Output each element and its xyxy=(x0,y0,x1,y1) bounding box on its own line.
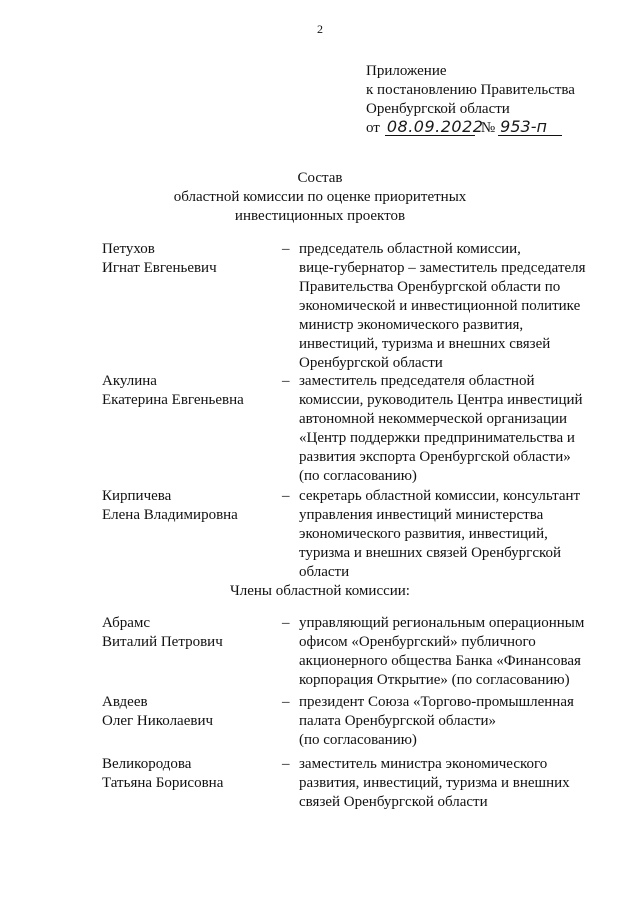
given-names: Олег Николаевич xyxy=(102,713,214,729)
dash: – xyxy=(282,615,290,631)
member-name xyxy=(102,487,282,525)
surname: Авдеев xyxy=(102,694,148,710)
dash: – xyxy=(282,488,290,504)
role-line: развития, инвестиций, туризма и внешних xyxy=(299,775,570,791)
role-line: развития экспорта Оренбургской области» xyxy=(299,449,571,465)
role-line: заместитель министра экономического xyxy=(299,756,548,772)
surname: Абрамс xyxy=(102,615,151,631)
member-role xyxy=(299,487,589,582)
role-line: «Центр поддержки предпринимательства и xyxy=(299,430,575,446)
role-line: (по согласованию) xyxy=(299,468,417,484)
surname: Великородова xyxy=(102,756,192,772)
dash: – xyxy=(282,373,290,389)
appendix-line: к постановлению Правительства xyxy=(366,82,575,98)
appendix-line: Приложение xyxy=(366,63,447,79)
surname: Петухов xyxy=(102,241,155,257)
appendix-line: Оренбургской области xyxy=(366,101,510,117)
title-line: областной комиссии по оценке приоритетных xyxy=(173,189,467,205)
appendix-block xyxy=(366,62,575,138)
surname: Кирпичева xyxy=(102,488,172,504)
member-name xyxy=(102,693,282,731)
role-line: офисом «Оренбургский» публичного xyxy=(299,634,536,650)
surname: Акулина xyxy=(102,373,157,389)
handwritten-number: 953-п xyxy=(498,119,562,136)
member-role xyxy=(299,240,589,373)
role-line: комиссии, руководитель Центра инвестиций xyxy=(299,392,583,408)
role-line: министр экономического развития, xyxy=(299,317,524,333)
title-line: Состав xyxy=(297,170,343,186)
given-names: Игнат Евгеньевич xyxy=(102,260,217,276)
role-line: области xyxy=(299,564,350,580)
given-names: Виталий Петрович xyxy=(102,634,223,650)
given-names: Елена Владимировна xyxy=(102,507,238,523)
dash: – xyxy=(282,756,290,772)
handwritten-date: 08.09.2022 xyxy=(386,117,484,136)
role-line: инвестиций, туризма и внешних связей xyxy=(299,336,551,352)
appendix-date-line xyxy=(366,119,575,138)
role-line: заместитель председателя областной xyxy=(299,373,535,389)
members-heading: Члены областной комиссии: xyxy=(230,583,410,599)
member-name xyxy=(102,240,282,278)
member-name xyxy=(102,614,282,652)
role-line: акционерного общества Банка «Финансовая xyxy=(299,653,581,669)
role-line: экономической и инвестиционной политике xyxy=(299,298,581,314)
given-names: Татьяна Борисовна xyxy=(102,775,224,791)
number-label: № xyxy=(480,120,496,136)
role-line: туризма и внешних связей Оренбургской xyxy=(299,545,562,561)
role-line: связей Оренбургской области xyxy=(299,794,488,810)
dash: – xyxy=(282,241,290,257)
role-line: вице-губернатор – заместитель председателя xyxy=(299,260,586,276)
role-line: автономной некоммерческой организации xyxy=(299,411,568,427)
member-role xyxy=(299,372,589,486)
title-line: инвестиционных проектов xyxy=(234,208,406,224)
given-names: Екатерина Евгеньевна xyxy=(102,392,244,408)
member-role xyxy=(299,755,589,812)
role-line: управления инвестиций министерства xyxy=(299,507,544,523)
role-line: экономического развития, инвестиций, xyxy=(299,526,548,542)
member-role xyxy=(299,614,589,690)
role-line: Оренбургской области xyxy=(299,355,443,371)
role-line: председатель областной комиссии, xyxy=(299,241,521,257)
role-line: секретарь областной комиссии, консультант xyxy=(299,488,581,504)
from-label: от xyxy=(366,120,380,136)
role-line: Правительства Оренбургской области по xyxy=(299,279,561,295)
document-title xyxy=(0,169,640,226)
member-name xyxy=(102,755,282,793)
page-number: 2 xyxy=(317,22,323,36)
role-line: палата Оренбургской области» xyxy=(299,713,497,729)
dash: – xyxy=(282,694,290,710)
role-line: (по согласованию) xyxy=(299,732,417,748)
member-role xyxy=(299,693,589,750)
role-line: корпорация Открытие» (по согласованию) xyxy=(299,672,570,688)
role-line: управляющий региональным операционным xyxy=(299,615,585,631)
role-line: президент Союза «Торгово-промышленная xyxy=(299,694,574,710)
member-name xyxy=(102,372,282,410)
